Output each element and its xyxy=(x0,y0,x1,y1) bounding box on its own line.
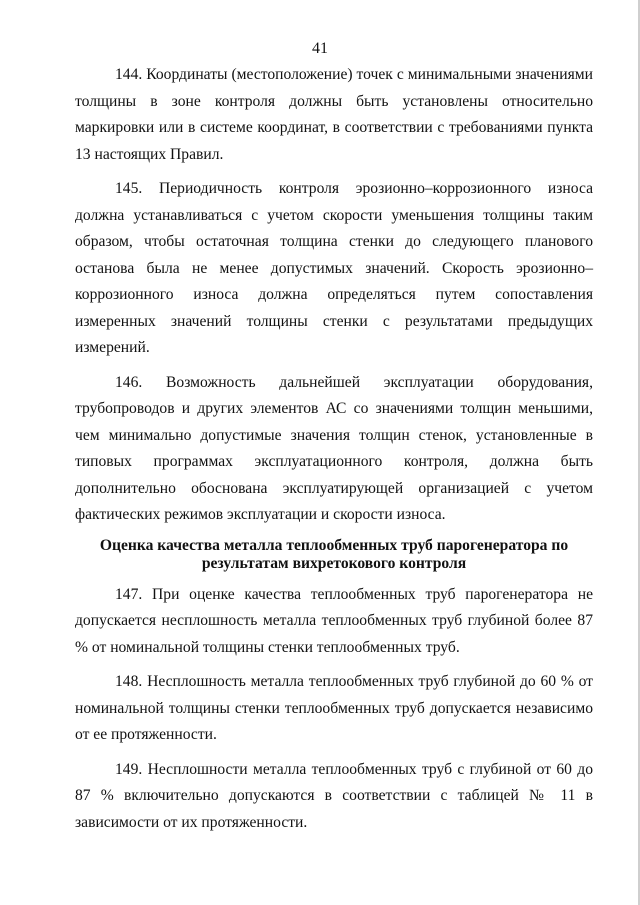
section-heading: Оценка качества металла теплообменных труб парогенератора по результатам вихретокового контроля xyxy=(99,536,569,572)
document-body xyxy=(75,62,593,836)
paragraph-149: 149. Несплошности металла теплообменных труб с глубиной от 60 до 87 % включительно допускаются в соответствии с таблицей № 11 в зависимости от их протяженности. xyxy=(75,760,593,831)
paragraph-147: 147. При оценке качества теплообменных труб парогенератора не допускается несплошность металла теплообменных труб глубиной более 87 % от номинальной толщины стенки теплообменных труб. xyxy=(75,585,593,656)
paragraph-146: 146. Возможность дальнейшей эксплуатации оборудования, трубопроводов и других элементов АС со значениями толщин меньшими, чем минимально допустимые значения толщин стенок, установленные в типовых программах эксплуатационного контроля, должна быть дополнительно обоснована эксплуатирующей организацией с учетом фактических режимов эксплуатации и скорости износа. xyxy=(75,373,593,523)
paragraph-148: 148. Несплошность металла теплообменных труб глубиной до 60 % от номинальной толщины стенки теплообменных труб допускается независимо от ее протяженности. xyxy=(75,673,593,743)
paragraph-145: 145. Периодичность контроля эрозионно–коррозионного износа должна устанавливаться с учетом скорости уменьшения толщины таким образом, чтобы остаточная толщина стенки до следующего планового останова была не менее допустимых значений. Скорость эрозионно–коррозионного износа должна определяться путем сопоставления измеренных значений толщины стенки с результатами предыдущих измерений. xyxy=(75,180,593,356)
paragraph-144: 144. Координаты (местоположение) точек с минимальными значениями толщины в зоне контроля должны быть установлены относительно маркировки или в системе координат, в соответствии с требованиями пункта 13 настоящих Правил. xyxy=(75,66,593,163)
page-number: 41 xyxy=(312,40,328,57)
